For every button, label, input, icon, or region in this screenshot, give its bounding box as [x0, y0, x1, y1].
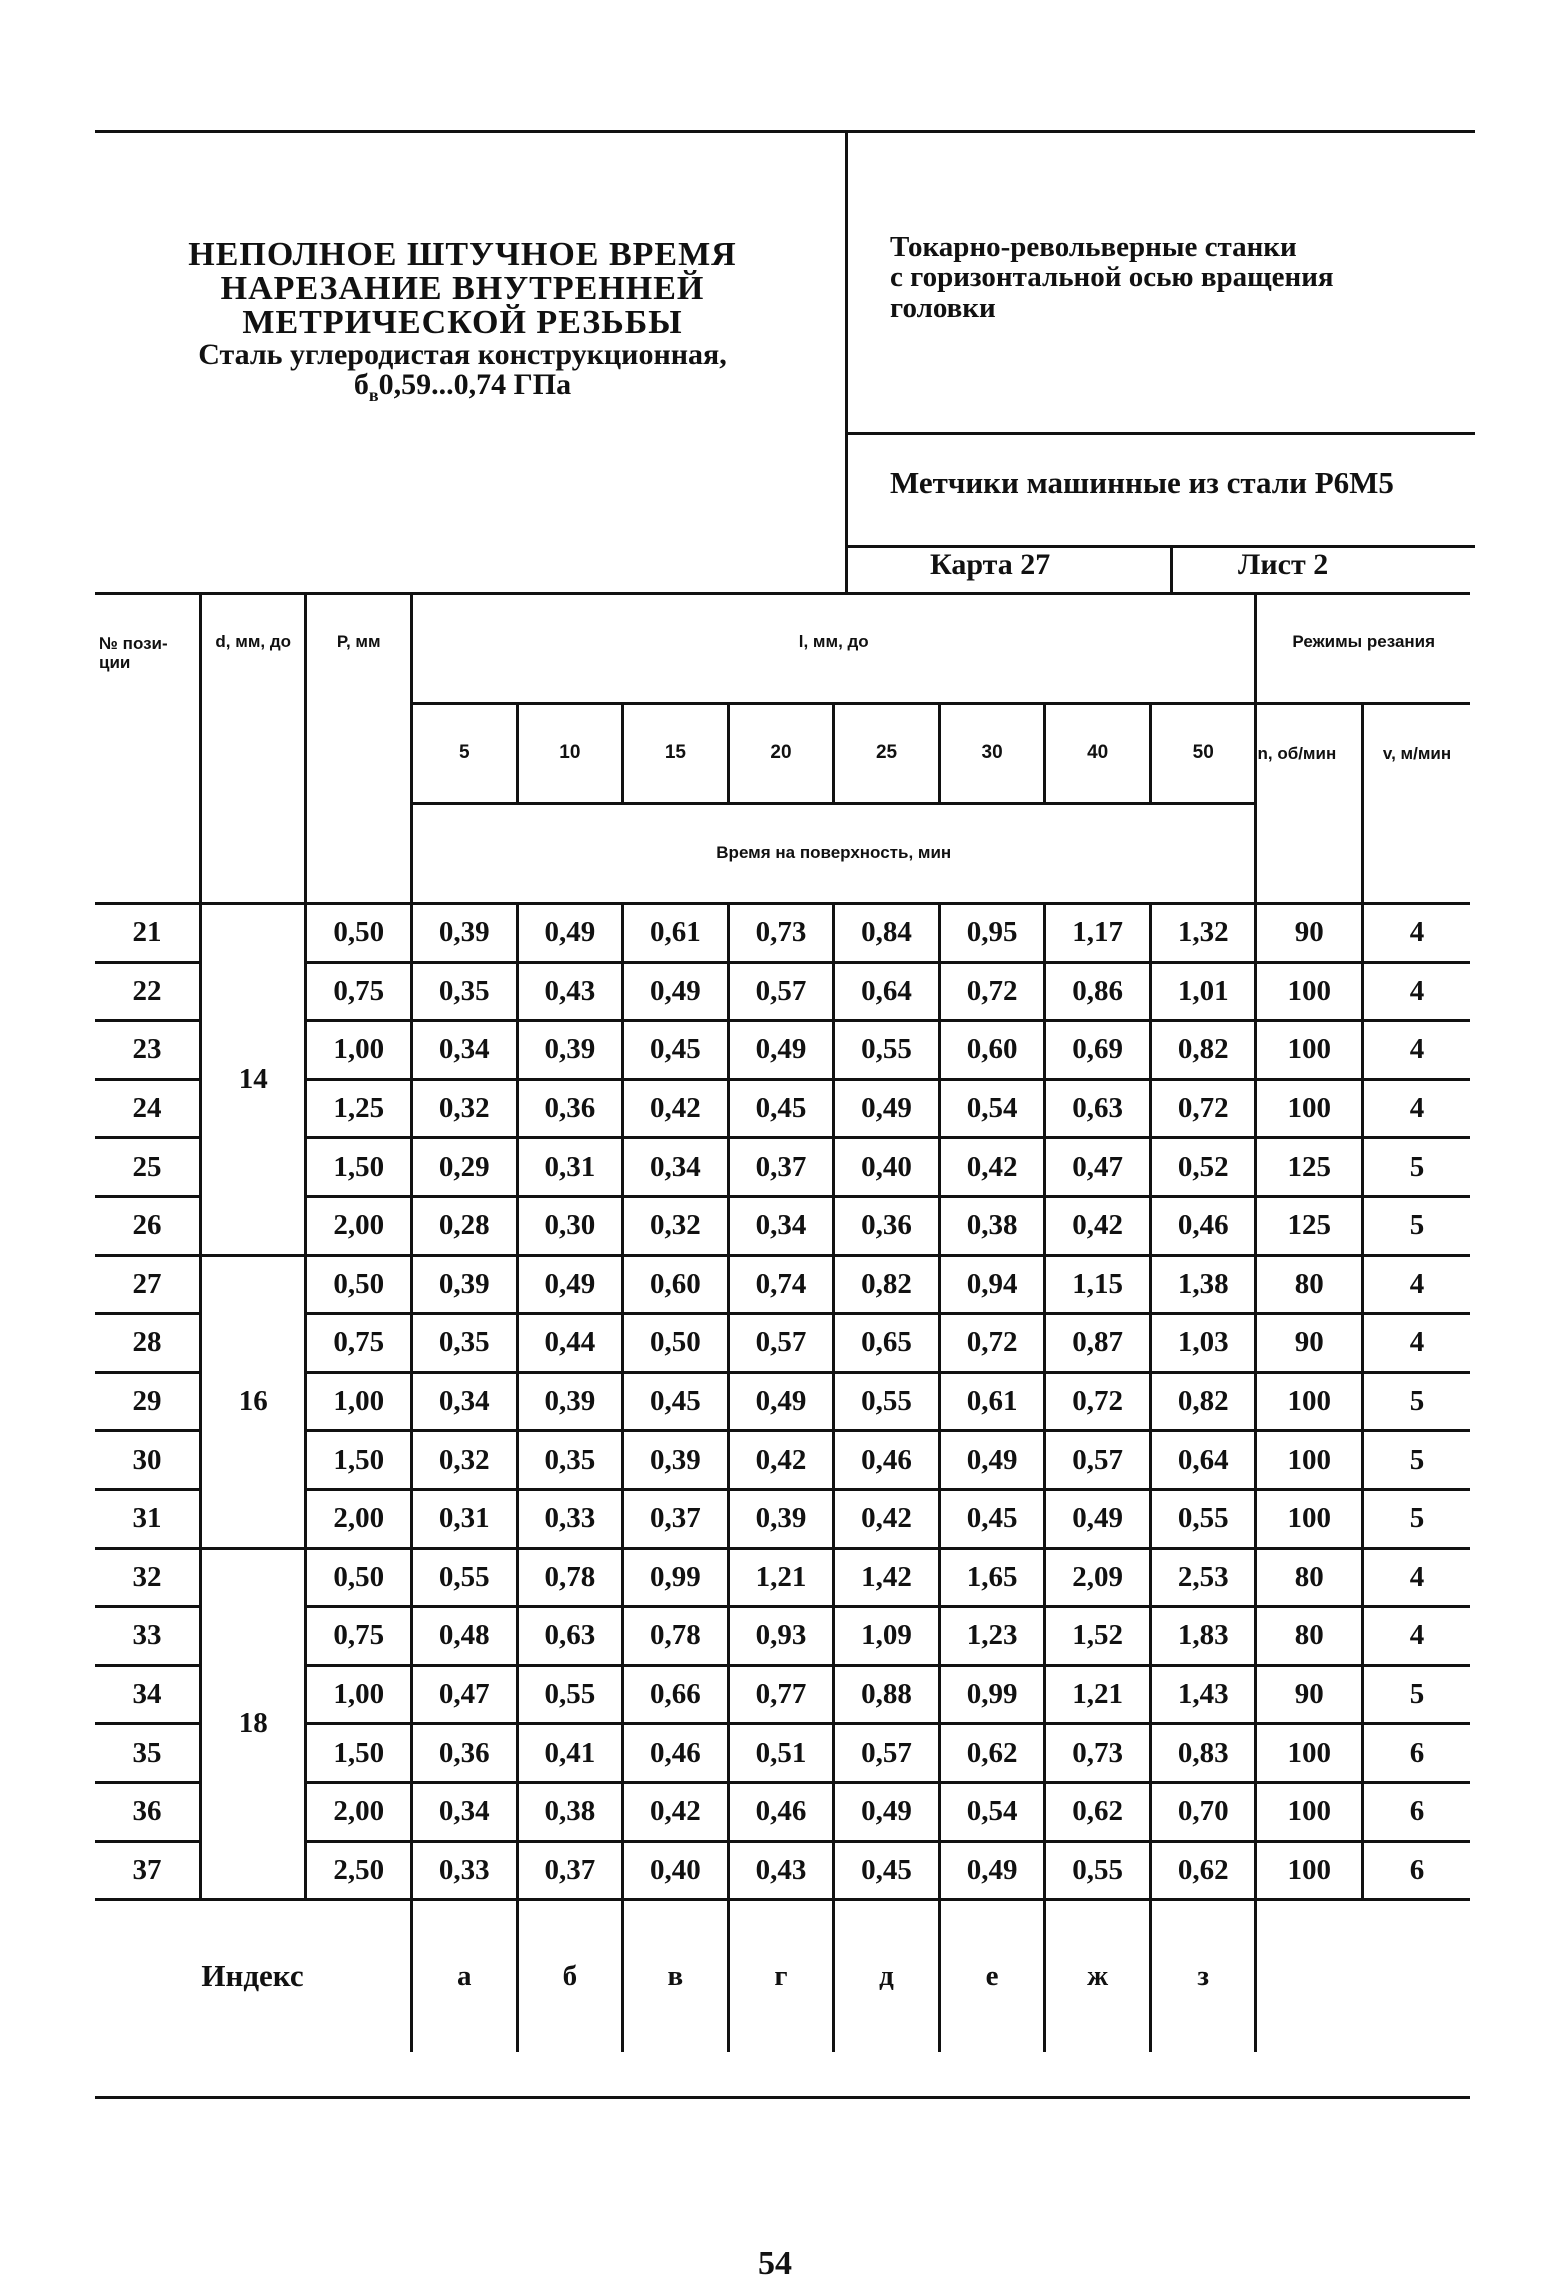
pitch-cell: 0,75: [306, 1314, 412, 1373]
time-cell: 0,46: [623, 1724, 729, 1783]
time-cell: 0,47: [1045, 1138, 1151, 1197]
speed-cell: 5: [1362, 1138, 1470, 1197]
rpm-cell: 100: [1256, 1372, 1363, 1431]
time-cell: 0,47: [411, 1665, 517, 1724]
rpm-cell: 100: [1256, 1431, 1363, 1490]
rpm-cell: 100: [1256, 1841, 1363, 1900]
sheet-number: Лист 2: [1238, 548, 1329, 581]
table-body: [95, 904, 1470, 2052]
time-cell: 0,49: [728, 1372, 834, 1431]
position-cell: 36: [95, 1782, 201, 1841]
time-cell: 0,61: [939, 1372, 1045, 1431]
time-cell: 0,41: [517, 1724, 623, 1783]
time-cell: 0,62: [1150, 1841, 1256, 1900]
machine-tool-rule: [845, 432, 1475, 435]
time-cell: 0,38: [517, 1782, 623, 1841]
time-cell: 1,83: [1150, 1607, 1256, 1666]
time-cell: 1,03: [1150, 1314, 1256, 1373]
header-top-rule: [95, 130, 1475, 133]
time-cell: 0,60: [623, 1255, 729, 1314]
position-cell: 23: [95, 1021, 201, 1080]
l-value-header: 40: [1045, 704, 1151, 804]
time-cell: 0,55: [1045, 1841, 1151, 1900]
time-cell: 0,70: [1150, 1782, 1256, 1841]
time-cell: 0,65: [834, 1314, 940, 1373]
time-cell: 1,21: [728, 1548, 834, 1607]
rpm-cell: 100: [1256, 1489, 1363, 1548]
time-cell: 0,49: [728, 1021, 834, 1080]
index-value: з: [1150, 1900, 1256, 2052]
speed-cell: 5: [1362, 1372, 1470, 1431]
time-cell: 0,49: [1045, 1489, 1151, 1548]
time-cell: 0,63: [1045, 1079, 1151, 1138]
machine-type: [890, 232, 1450, 323]
time-cell: 0,42: [834, 1489, 940, 1548]
time-cell: 0,42: [623, 1782, 729, 1841]
diameter-cell: 16: [201, 1255, 306, 1548]
time-cell: 1,01: [1150, 962, 1256, 1021]
bottom-rule: [95, 2096, 1470, 2099]
rpm-cell: 100: [1256, 1079, 1363, 1138]
col-header-modes: Режимы резания: [1256, 594, 1470, 704]
time-cell: 0,42: [939, 1138, 1045, 1197]
material-line: Сталь углеродистая конструкционная,: [198, 338, 727, 371]
time-cell: 0,40: [623, 1841, 729, 1900]
time-cell: 0,60: [939, 1021, 1045, 1080]
strength-subscript: в: [368, 385, 379, 405]
l-value-header: 15: [623, 704, 729, 804]
speed-cell: 4: [1362, 962, 1470, 1021]
time-cell: 0,45: [623, 1372, 729, 1431]
title-line-2: НАРЕЗАНИЕ ВНУТРЕННЕЙ: [220, 270, 705, 307]
position-cell: 26: [95, 1196, 201, 1255]
index-value: е: [939, 1900, 1045, 2052]
time-cell: 0,39: [411, 1255, 517, 1314]
time-cell: 0,73: [728, 904, 834, 963]
time-cell: 0,72: [939, 962, 1045, 1021]
rpm-cell: 90: [1256, 1665, 1363, 1724]
time-cell: 0,38: [939, 1196, 1045, 1255]
time-cell: 0,94: [939, 1255, 1045, 1314]
pitch-cell: 1,50: [306, 1138, 412, 1197]
speed-cell: 5: [1362, 1431, 1470, 1490]
time-cell: 0,69: [1045, 1021, 1151, 1080]
col-header-p: P, мм: [306, 594, 412, 904]
card-number: Карта 27: [930, 548, 1051, 581]
speed-cell: 4: [1362, 1548, 1470, 1607]
time-cell: 0,32: [411, 1431, 517, 1490]
position-cell: 32: [95, 1548, 201, 1607]
time-cell: 0,42: [623, 1079, 729, 1138]
pitch-cell: 0,50: [306, 1255, 412, 1314]
position-cell: 31: [95, 1489, 201, 1548]
time-cell: 0,73: [1045, 1724, 1151, 1783]
time-cell: 0,39: [517, 1021, 623, 1080]
rpm-cell: 100: [1256, 1724, 1363, 1783]
pitch-cell: 1,25: [306, 1079, 412, 1138]
time-cell: 0,49: [834, 1079, 940, 1138]
pitch-cell: 0,50: [306, 1548, 412, 1607]
table-row: [95, 1548, 1470, 1607]
time-cell: 0,93: [728, 1607, 834, 1666]
position-cell: 28: [95, 1314, 201, 1373]
speed-cell: 5: [1362, 1665, 1470, 1724]
header-row-1: [95, 594, 1470, 704]
rpm-cell: 100: [1256, 962, 1363, 1021]
rpm-cell: 80: [1256, 1255, 1363, 1314]
time-cell: 1,32: [1150, 904, 1256, 963]
time-cell: 0,55: [834, 1021, 940, 1080]
l-value-header: 5: [411, 704, 517, 804]
pitch-cell: 1,00: [306, 1665, 412, 1724]
time-cell: 0,54: [939, 1782, 1045, 1841]
header-divider: [845, 130, 848, 592]
col-header-position: № пози- ции: [95, 594, 201, 904]
time-cell: 0,42: [728, 1431, 834, 1490]
time-cell: 0,48: [411, 1607, 517, 1666]
time-cell: 0,43: [728, 1841, 834, 1900]
time-cell: 1,43: [1150, 1665, 1256, 1724]
time-cell: 1,52: [1045, 1607, 1151, 1666]
time-cell: 0,37: [728, 1138, 834, 1197]
time-cell: 0,36: [517, 1079, 623, 1138]
rpm-cell: 100: [1256, 1021, 1363, 1080]
rpm-cell: 80: [1256, 1607, 1363, 1666]
page-number: 54: [758, 2245, 792, 2282]
position-cell: 35: [95, 1724, 201, 1783]
time-cell: 1,23: [939, 1607, 1045, 1666]
rpm-cell: 80: [1256, 1548, 1363, 1607]
index-row: [95, 1900, 1470, 2052]
time-cell: 0,86: [1045, 962, 1151, 1021]
time-cell: 0,45: [834, 1841, 940, 1900]
time-cell: 0,32: [623, 1196, 729, 1255]
time-cell: 2,53: [1150, 1548, 1256, 1607]
pitch-cell: 1,50: [306, 1724, 412, 1783]
col-header-n: n, об/мин: [1256, 704, 1363, 904]
time-cell: 1,17: [1045, 904, 1151, 963]
time-cell: 0,34: [728, 1196, 834, 1255]
time-cell: 0,32: [411, 1079, 517, 1138]
pitch-cell: 2,00: [306, 1782, 412, 1841]
time-cell: 0,44: [517, 1314, 623, 1373]
index-label: Индекс: [95, 1900, 411, 2052]
time-cell: 0,43: [517, 962, 623, 1021]
l-value-header: 20: [728, 704, 834, 804]
card-sheet-divider: [1170, 545, 1173, 592]
col-header-v: v, м/мин: [1362, 704, 1470, 904]
time-cell: 0,78: [517, 1548, 623, 1607]
time-cell: 0,55: [834, 1372, 940, 1431]
time-cell: 0,33: [411, 1841, 517, 1900]
time-cell: 0,99: [623, 1548, 729, 1607]
time-cell: 0,49: [939, 1841, 1045, 1900]
position-cell: 33: [95, 1607, 201, 1666]
time-cell: 0,64: [834, 962, 940, 1021]
time-cell: 0,72: [939, 1314, 1045, 1373]
time-cell: 0,55: [1150, 1489, 1256, 1548]
time-cell: 1,38: [1150, 1255, 1256, 1314]
position-cell: 22: [95, 962, 201, 1021]
time-cell: 0,49: [834, 1782, 940, 1841]
time-cell: 0,55: [411, 1548, 517, 1607]
time-cell: 0,30: [517, 1196, 623, 1255]
pitch-cell: 0,75: [306, 1607, 412, 1666]
time-cell: 0,74: [728, 1255, 834, 1314]
diameter-cell: 18: [201, 1548, 306, 1900]
position-cell: 37: [95, 1841, 201, 1900]
position-cell: 25: [95, 1138, 201, 1197]
strength-line: [95, 370, 830, 404]
time-cell: 0,77: [728, 1665, 834, 1724]
time-cell: 0,82: [834, 1255, 940, 1314]
time-cell: 0,36: [411, 1724, 517, 1783]
time-cell: 0,34: [623, 1138, 729, 1197]
rpm-cell: 90: [1256, 904, 1363, 963]
time-cell: 0,57: [728, 1314, 834, 1373]
speed-cell: 6: [1362, 1782, 1470, 1841]
speed-cell: 4: [1362, 1314, 1470, 1373]
strength-symbol: б: [353, 368, 369, 401]
time-cell: 0,72: [1150, 1079, 1256, 1138]
time-cell: 0,39: [517, 1372, 623, 1431]
time-cell: 0,37: [517, 1841, 623, 1900]
pitch-cell: 2,00: [306, 1489, 412, 1548]
pitch-cell: 1,00: [306, 1021, 412, 1080]
time-cell: 0,49: [517, 904, 623, 963]
time-cell: 0,49: [623, 962, 729, 1021]
time-cell: 0,35: [411, 1314, 517, 1373]
pitch-cell: 1,00: [306, 1372, 412, 1431]
time-cell: 0,61: [623, 904, 729, 963]
time-cell: 0,42: [1045, 1196, 1151, 1255]
time-cell: 0,57: [1045, 1431, 1151, 1490]
time-cell: 0,55: [517, 1665, 623, 1724]
pitch-cell: 2,00: [306, 1196, 412, 1255]
index-value: г: [728, 1900, 834, 2052]
time-cell: 2,09: [1045, 1548, 1151, 1607]
l-value-header: 30: [939, 704, 1045, 804]
title-block: [95, 238, 830, 404]
position-cell: 29: [95, 1372, 201, 1431]
time-cell: 0,88: [834, 1665, 940, 1724]
time-cell: 0,82: [1150, 1021, 1256, 1080]
index-value: а: [411, 1900, 517, 2052]
time-cell: 0,29: [411, 1138, 517, 1197]
time-cell: 0,54: [939, 1079, 1045, 1138]
time-cell: 0,31: [517, 1138, 623, 1197]
time-cell: 0,46: [728, 1782, 834, 1841]
l-value-header: 50: [1150, 704, 1256, 804]
time-cell: 0,49: [939, 1431, 1045, 1490]
time-cell: 0,35: [411, 962, 517, 1021]
time-cell: 0,62: [939, 1724, 1045, 1783]
speed-cell: 4: [1362, 1021, 1470, 1080]
time-cell: 0,36: [834, 1196, 940, 1255]
time-cell: 0,87: [1045, 1314, 1151, 1373]
time-cell: 0,50: [623, 1314, 729, 1373]
machine-line-3: головки: [890, 291, 996, 324]
time-cell: 1,09: [834, 1607, 940, 1666]
machine-line-2: с горизонтальной осью вращения: [890, 261, 1334, 294]
time-cell: 0,95: [939, 904, 1045, 963]
position-cell: 21: [95, 904, 201, 963]
col-header-d: d, мм, до: [201, 594, 306, 904]
time-cell: 0,99: [939, 1665, 1045, 1724]
time-cell: 0,31: [411, 1489, 517, 1548]
speed-cell: 6: [1362, 1841, 1470, 1900]
position-cell: 27: [95, 1255, 201, 1314]
speed-cell: 4: [1362, 1607, 1470, 1666]
l-value-header: 25: [834, 704, 940, 804]
diameter-cell: 14: [201, 904, 306, 1256]
rpm-cell: 125: [1256, 1138, 1363, 1197]
title-line-1: НЕПОЛНОЕ ШТУЧНОЕ ВРЕМЯ: [188, 236, 737, 273]
time-cell: 0,78: [623, 1607, 729, 1666]
time-cell: 0,57: [834, 1724, 940, 1783]
speed-cell: 6: [1362, 1724, 1470, 1783]
pitch-cell: 0,75: [306, 962, 412, 1021]
time-cell: 0,35: [517, 1431, 623, 1490]
time-cell: 0,39: [623, 1431, 729, 1490]
speed-cell: 4: [1362, 1255, 1470, 1314]
time-cell: 0,83: [1150, 1724, 1256, 1783]
pitch-cell: 0,50: [306, 904, 412, 963]
time-cell: 0,45: [939, 1489, 1045, 1548]
title-line-3: МЕТРИЧЕСКОЙ РЕЗЬБЫ: [242, 304, 683, 341]
time-header: Время на поверхность, мин: [411, 804, 1256, 904]
time-cell: 0,64: [1150, 1431, 1256, 1490]
time-cell: 0,49: [517, 1255, 623, 1314]
time-cell: 0,46: [1150, 1196, 1256, 1255]
index-value: б: [517, 1900, 623, 2052]
time-cell: 0,45: [728, 1079, 834, 1138]
rpm-cell: 125: [1256, 1196, 1363, 1255]
time-cell: 0,51: [728, 1724, 834, 1783]
time-cell: 0,34: [411, 1372, 517, 1431]
position-cell: 24: [95, 1079, 201, 1138]
time-cell: 0,39: [728, 1489, 834, 1548]
index-value: в: [623, 1900, 729, 2052]
index-empty-cell: [1256, 1900, 1470, 2052]
speed-cell: 5: [1362, 1196, 1470, 1255]
col-header-l: l, мм, до: [411, 594, 1256, 704]
tool-description: Метчики машинные из стали Р6М5: [890, 465, 1394, 500]
pitch-cell: 2,50: [306, 1841, 412, 1900]
rpm-cell: 100: [1256, 1782, 1363, 1841]
rpm-cell: 90: [1256, 1314, 1363, 1373]
time-cell: 1,15: [1045, 1255, 1151, 1314]
position-cell: 30: [95, 1431, 201, 1490]
position-cell: 34: [95, 1665, 201, 1724]
time-cell: 0,40: [834, 1138, 940, 1197]
time-cell: 1,21: [1045, 1665, 1151, 1724]
time-cell: 0,72: [1045, 1372, 1151, 1431]
time-cell: 0,34: [411, 1021, 517, 1080]
table-row: [95, 904, 1470, 963]
pitch-cell: 1,50: [306, 1431, 412, 1490]
time-cell: 0,37: [623, 1489, 729, 1548]
speed-cell: 5: [1362, 1489, 1470, 1548]
time-cell: 0,66: [623, 1665, 729, 1724]
time-cell: 0,57: [728, 962, 834, 1021]
time-cell: 0,33: [517, 1489, 623, 1548]
machine-line-1: Токарно-револьверные станки: [890, 231, 1297, 263]
time-cell: 0,34: [411, 1782, 517, 1841]
speed-cell: 4: [1362, 904, 1470, 963]
time-cell: 0,82: [1150, 1372, 1256, 1431]
time-cell: 0,46: [834, 1431, 940, 1490]
time-cell: 0,45: [623, 1021, 729, 1080]
time-cell: 0,63: [517, 1607, 623, 1666]
speed-cell: 4: [1362, 1079, 1470, 1138]
time-cell: 0,39: [411, 904, 517, 963]
time-cell: 0,28: [411, 1196, 517, 1255]
strength-range: 0,59...0,74 ГПа: [378, 368, 572, 401]
time-cell: 0,52: [1150, 1138, 1256, 1197]
time-cell: 0,84: [834, 904, 940, 963]
time-cell: 0,62: [1045, 1782, 1151, 1841]
index-value: ж: [1045, 1900, 1151, 2052]
time-cell: 1,42: [834, 1548, 940, 1607]
table-row: [95, 1255, 1470, 1314]
time-table: [95, 592, 1470, 2052]
index-value: д: [834, 1900, 940, 2052]
l-value-header: 10: [517, 704, 623, 804]
time-cell: 1,65: [939, 1548, 1045, 1607]
